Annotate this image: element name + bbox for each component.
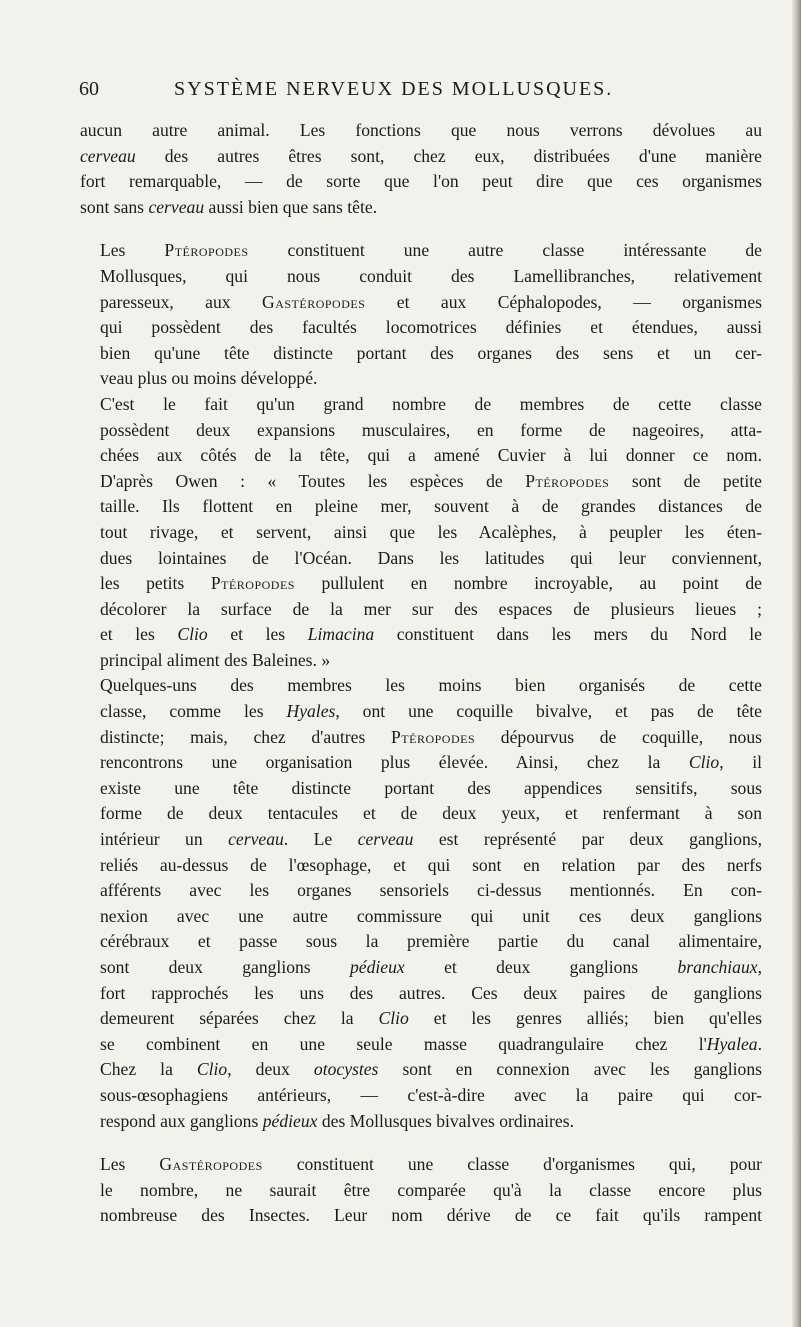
- page-number: 60: [79, 78, 99, 100]
- paragraph-1: [80, 118, 762, 220]
- text-line: respond aux ganglions pédieux des Mollusques bivalves ordinaires.: [100, 1110, 574, 1131]
- text-line: sont deux ganglions pédieux et deux ganglions branchiaux,: [100, 957, 762, 977]
- text-line: et les Clio et les Limacina constituent dans les mers du Nord le: [100, 624, 762, 645]
- paragraph-5: [80, 1152, 762, 1229]
- text-line: Quelques-uns des membres les moins bien organisés de cette: [100, 675, 762, 696]
- text-line: taille. Ils flottent en pleine mer, souvent à de grandes distances de: [100, 496, 762, 517]
- text-line: Chez la Clio, deux otocystes sont en connexion avec les ganglions: [100, 1059, 762, 1080]
- text-line: D'après Owen : « Toutes les espèces de Ptéropodes sont de petite: [100, 470, 762, 491]
- text-line: afférents avec les organes sensoriels ci-dessus mentionnés. En con-: [100, 880, 762, 901]
- text-line: Les Gastéropodes constituent une classe d'organismes qui, pour: [100, 1154, 762, 1175]
- text-line: demeurent séparées chez la Clio et les genres alliés; bien qu'elles: [100, 1008, 762, 1029]
- text-line: dues lointaines de l'Océan. Dans les latitudes qui leur conviennent,: [100, 547, 762, 568]
- text-line: Les Ptéropodes constituent une autre classe intéressante de: [100, 240, 762, 261]
- text-line: principal aliment des Baleines. »: [100, 649, 331, 670]
- text-line: fort rapprochés les uns des autres. Ces deux paires de ganglions: [100, 982, 762, 1003]
- text-line: fort remarquable, — de sorte que l'on peut dire que ces organismes: [80, 171, 762, 192]
- text-line: bien qu'une tête distincte portant des organes des sens et un cer-: [100, 342, 762, 363]
- text-line: C'est le fait qu'un grand nombre de membres de cette classe: [100, 393, 762, 414]
- text-line: Mollusques, qui nous conduit des Lamellibranches, relativement: [100, 265, 762, 286]
- text-line: reliés au-dessus de l'œsophage, et qui sont en relation par des nerfs: [100, 854, 762, 875]
- text-line: cérébraux et passe sous la première partie du canal alimentaire,: [100, 931, 762, 952]
- book-page: [80, 78, 762, 1229]
- text-line: nexion avec une autre commissure qui unit ces deux ganglions: [100, 905, 762, 926]
- text-line: chées aux côtés de la tête, qui a amené Cuvier à lui donner ce nom.: [100, 445, 762, 466]
- text-line: rencontrons une organisation plus élevée. Ainsi, chez la Clio, il: [100, 752, 762, 773]
- text-line: distincte; mais, chez d'autres Ptéropodes dépourvus de coquille, nous: [100, 726, 762, 747]
- paragraph-2: [80, 238, 762, 392]
- text-line: nombreuse des Insectes. Leur nom dérive de ce fait qu'ils rampent: [100, 1205, 762, 1226]
- text-line: classe, comme les Hyales, ont une coquille bivalve, et pas de tête: [100, 701, 762, 722]
- paragraph-3: [80, 392, 762, 674]
- text-line: le nombre, ne saurait être comparée qu'à la classe encore plus: [100, 1179, 762, 1200]
- text-line: veau plus ou moins développé.: [100, 368, 318, 389]
- text-line: aucun autre animal. Les fonctions que nous verrons dévolues au: [80, 120, 762, 140]
- text-line: paresseux, aux Gastéropodes et aux Céphalopodes, — organismes: [100, 291, 763, 312]
- text-line: existe une tête distincte portant des appendices sensitifs, sous: [100, 777, 762, 798]
- text-line: qui possèdent des facultés locomotrices définies et étendues, aussi: [100, 317, 762, 338]
- text-line: forme de deux tentacules et de deux yeux, et renfermant à son: [100, 803, 762, 824]
- text-line: se combinent en une seule masse quadrangulaire chez l'Hyalea.: [100, 1033, 762, 1054]
- text-line: sont sans cerveau aussi bien que sans tête.: [80, 196, 378, 217]
- text-line: intérieur un cerveau. Le cerveau est représenté par deux ganglions,: [100, 829, 762, 850]
- page-body: [80, 118, 762, 1229]
- paragraph-4: [80, 673, 762, 1134]
- text-line: sous-œsophagiens antérieurs, — c'est-à-dire avec la paire qui cor-: [100, 1084, 762, 1105]
- text-line: cerveau des autres êtres sont, chez eux, distribuées d'une manière: [80, 145, 762, 166]
- text-line: décolorer la surface de la mer sur des espaces de plusieurs lieues ;: [100, 598, 762, 619]
- running-header: [80, 78, 762, 118]
- running-title: SYSTÈME NERVEUX DES MOLLUSQUES.: [174, 78, 614, 100]
- page-edge-shadow: [792, 0, 801, 1327]
- text-line: tout rivage, et servent, ainsi que les Acalèphes, à peupler les éten-: [100, 521, 762, 542]
- text-line: les petits Ptéropodes pullulent en nombre incroyable, au point de: [100, 573, 762, 594]
- text-line: possèdent deux expansions musculaires, en forme de nageoires, atta-: [100, 419, 762, 440]
